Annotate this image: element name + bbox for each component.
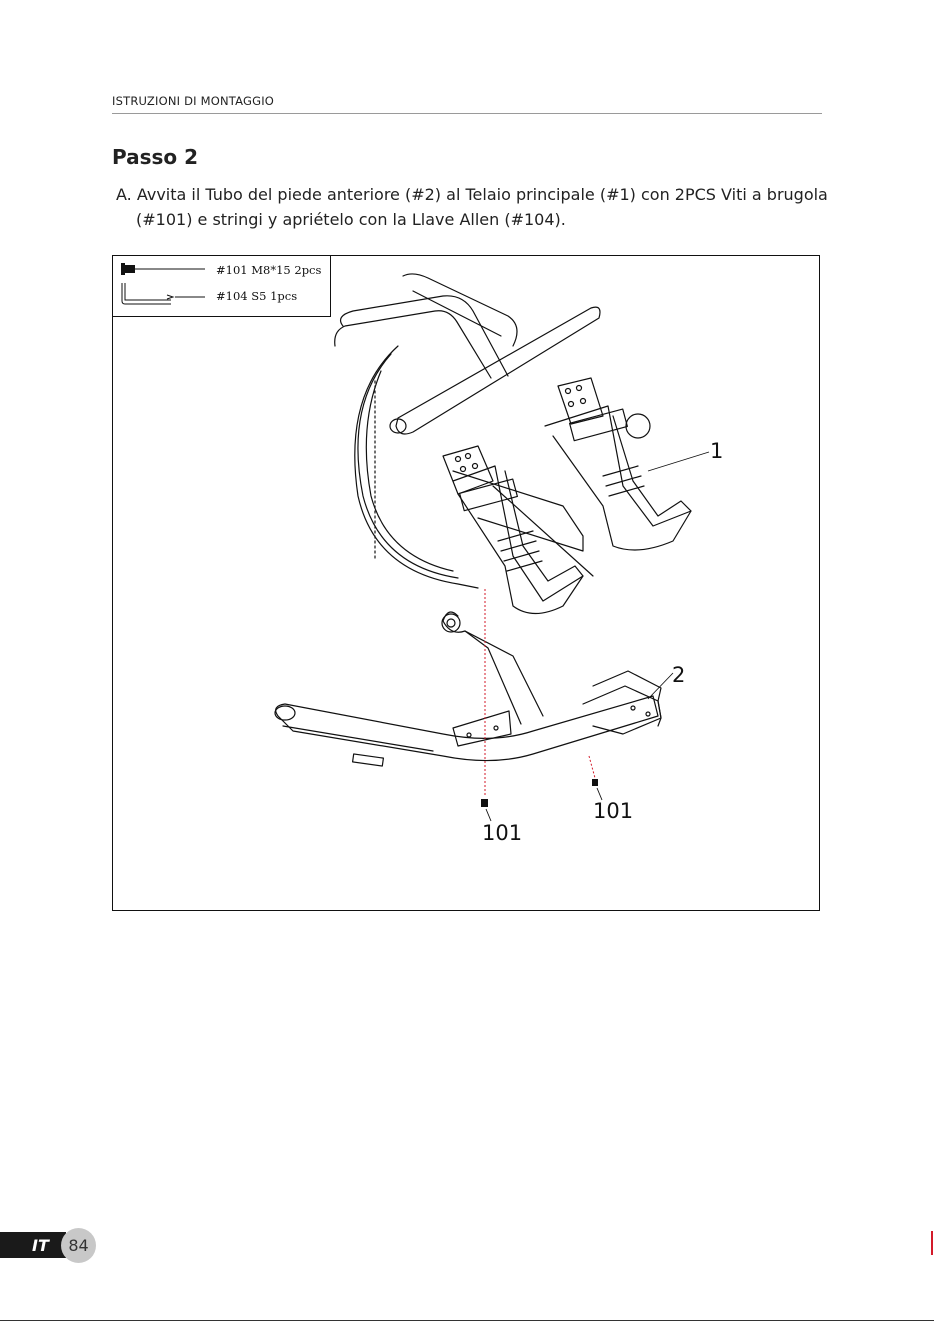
callout-bolt-101-right: 101 bbox=[593, 799, 634, 823]
part-101-label: #101 M8*15 2pcs bbox=[216, 263, 322, 277]
bolt-markers bbox=[481, 779, 598, 807]
part-104-label: #104 S5 1pcs bbox=[216, 289, 298, 303]
instruction-line-2: (#101) e stringi y apriételo con la Llave Allen (#104). bbox=[136, 210, 566, 229]
allen-key-icon bbox=[122, 283, 205, 304]
foot-bracket bbox=[453, 711, 511, 746]
callout-bolt-101-left: 101 bbox=[482, 821, 523, 845]
page-bottom-rule bbox=[0, 1320, 934, 1321]
handle-bar bbox=[396, 307, 600, 434]
step-title: Passo 2 bbox=[112, 145, 199, 169]
step-instruction bbox=[116, 182, 832, 232]
rowing-machine-drawing bbox=[113, 256, 819, 910]
parts-legend bbox=[113, 256, 331, 317]
language-tab bbox=[0, 1232, 66, 1258]
header-divider bbox=[112, 113, 822, 114]
language-code: IT bbox=[32, 1236, 49, 1255]
bolt-icon bbox=[121, 263, 205, 275]
rear-leg bbox=[443, 612, 543, 716]
callout-tube-2: 2 bbox=[672, 663, 686, 687]
instruction-line-1: A. Avvita il Tubo del piede anteriore (#2) al Telaio principale (#1) con 2PCS Viti a brugola bbox=[116, 185, 828, 204]
header-title: ISTRUZIONI DI MONTAGGIO bbox=[112, 94, 275, 108]
assembly-figure bbox=[112, 255, 820, 911]
edge-marker bbox=[931, 1231, 933, 1255]
page-number: 84 bbox=[61, 1228, 96, 1263]
callout-frame-1: 1 bbox=[710, 439, 724, 463]
